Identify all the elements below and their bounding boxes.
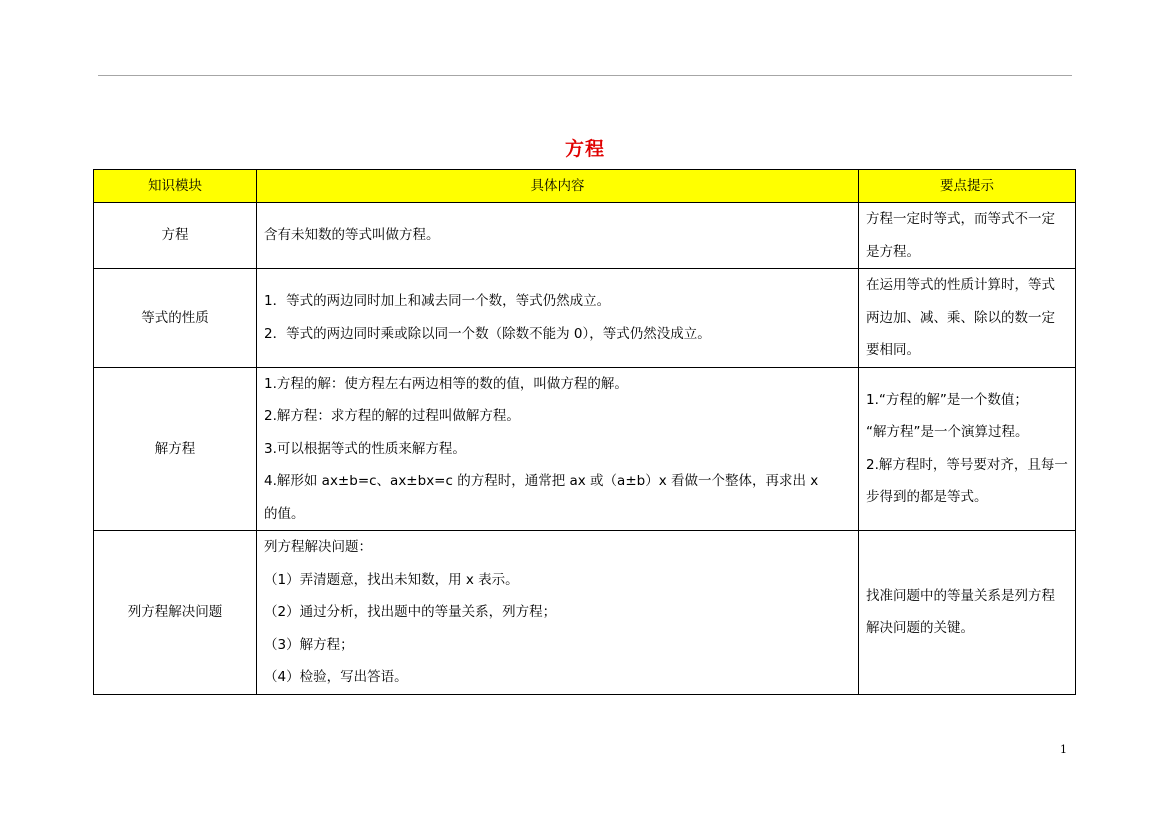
module-cell: 等式的性质 [94, 269, 257, 368]
page-title: 方程 [564, 138, 605, 160]
header-module: 知识模块 [94, 170, 257, 203]
content-cell [257, 203, 859, 269]
content-line: （3）解方程； [264, 636, 354, 653]
table-header-row [94, 170, 1076, 203]
module-cell: 列方程解决问题 [94, 531, 257, 695]
content-cell [257, 367, 859, 531]
content-line: 4.解形如 ax±b=c、ax±bx=c 的方程时，通常把 ax 或（a±b）x 看做一个整体，再求出 x [264, 473, 819, 489]
header-content: 具体内容 [257, 170, 859, 203]
tips-cell [859, 531, 1076, 695]
content-cell [257, 531, 859, 695]
table-row [94, 367, 1076, 531]
tip-line: 找准问题中的等量关系是列方程解决问题的关键。 [866, 587, 1055, 637]
content-line: （4）检验，写出答语。 [264, 669, 408, 685]
content-line: 的值。 [264, 505, 305, 522]
content-line: 含有未知数的等式叫做方程。 [264, 227, 440, 244]
table-row [94, 531, 1076, 695]
tips-cell [859, 367, 1076, 531]
module-cell: 方程 [94, 203, 257, 269]
tips-cell [859, 269, 1076, 368]
tip-line: 1.“方程的解”是一个数值； [866, 391, 1028, 408]
page-number: 1 [1060, 743, 1067, 756]
table-row [94, 269, 1076, 368]
tip-line: 方程一定时等式，而等式不一定是方程。 [866, 211, 1055, 260]
content-line: 列方程解决问题： [264, 539, 372, 555]
content-line: 2．等式的两边同时乘或除以同一个数（除数不能为 0），等式仍然没成立。 [264, 325, 711, 342]
content-line: 1.方程的解：使方程左右两边相等的数的值，叫做方程的解。 [264, 375, 628, 392]
content-line: 2.解方程：求方程的解的过程叫做解方程。 [264, 408, 520, 424]
content-line: （2）通过分析，找出题中的等量关系，列方程； [264, 604, 557, 620]
table-row [94, 203, 1076, 269]
tip-line: 2.解方程时，等号要对齐，且每一步得到的都是等式。 [866, 456, 1068, 506]
content-line: 3.可以根据等式的性质来解方程。 [264, 440, 466, 457]
tips-cell [859, 203, 1076, 269]
tip-line: “解方程”是一个演算过程。 [866, 424, 1029, 441]
content-cell [257, 269, 859, 368]
tip-line: 在运用等式的性质计算时，等式两边加、减、乘、除以的数一定要相同。 [866, 277, 1055, 358]
module-cell: 解方程 [94, 367, 257, 531]
header-tips: 要点提示 [859, 170, 1076, 203]
header-rule [98, 75, 1072, 76]
knowledge-table [93, 169, 1076, 695]
content-line: 1．等式的两边同时加上和减去同一个数，等式仍然成立。 [264, 293, 611, 310]
content-line: （1）弄清题意，找出未知数，用 x 表示。 [264, 571, 519, 588]
